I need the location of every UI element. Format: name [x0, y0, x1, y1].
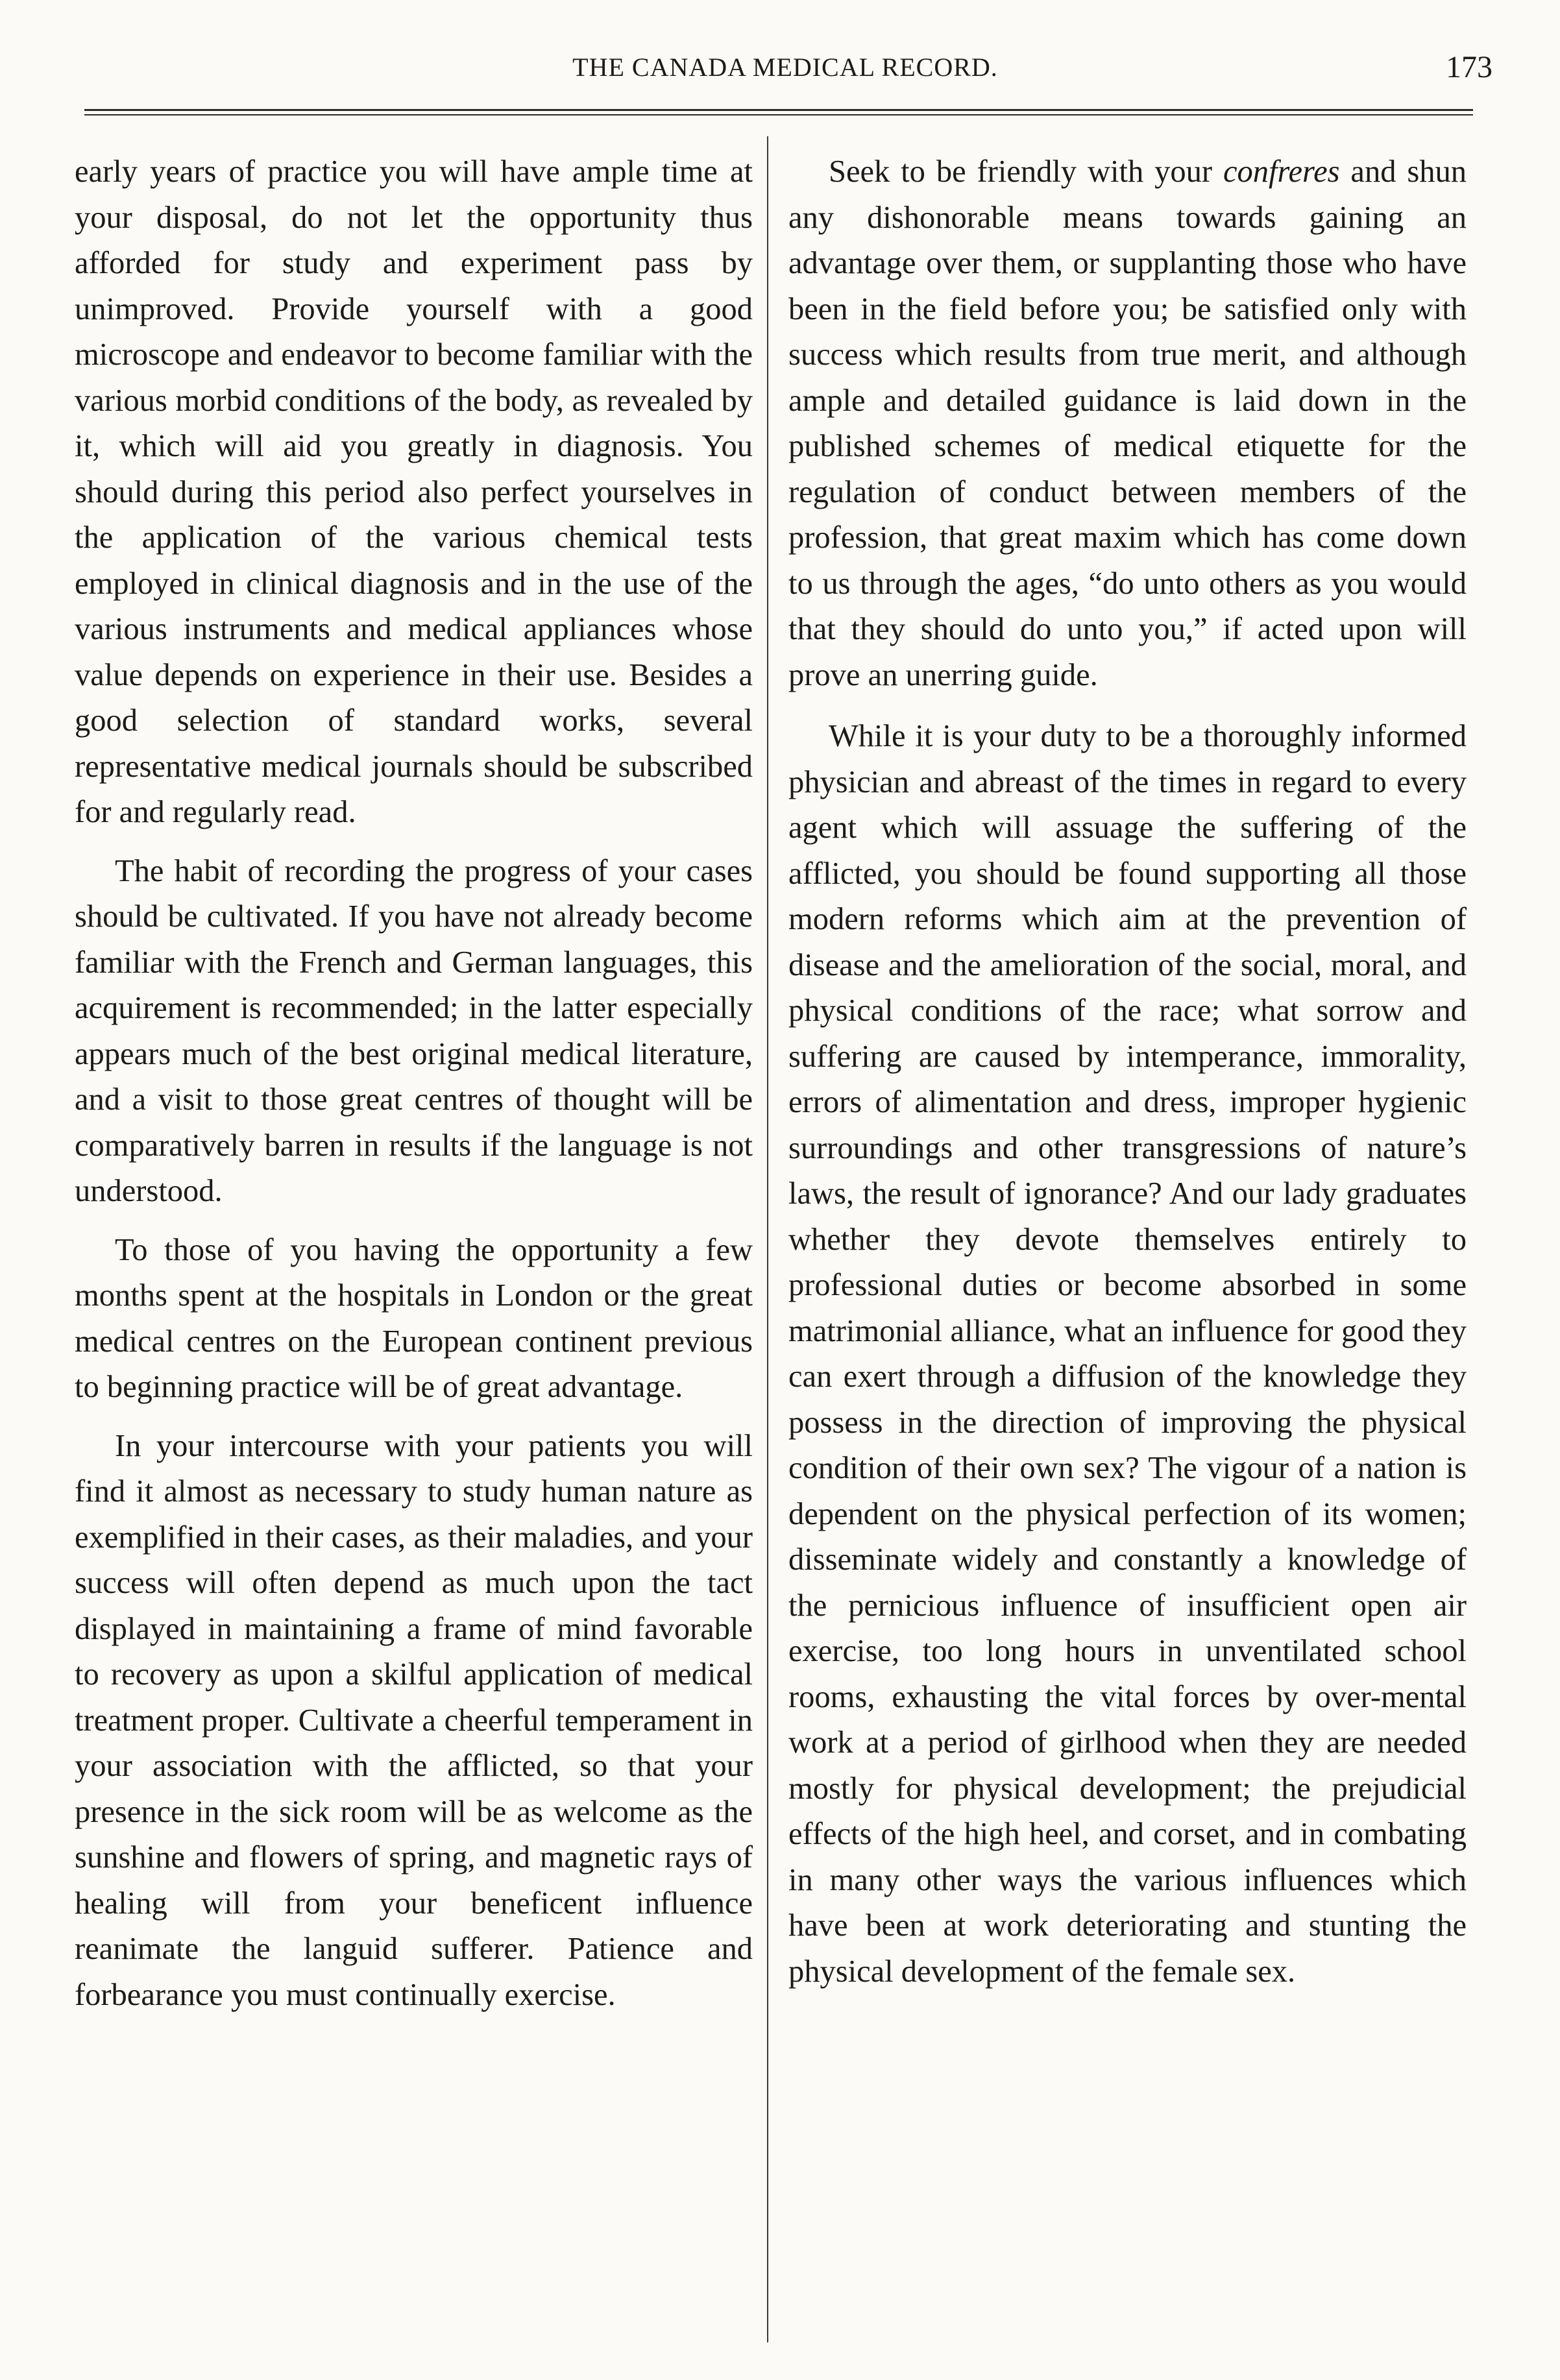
paragraph	[788, 149, 1467, 698]
paragraph: The habit of recording the progress of your cases should be cultivated. If you have not already become familiar with the French and German languages, this acquirement is recommended; in the latter especially appears much of the best original medical literature, and a visit to those great centres of thought will be comparatively barren in results if the language is not understood.	[75, 853, 753, 1208]
paragraph-text: and shun any dishonorable means towards gaining an advantage over them, or supplanting those who have been in the field before you; be satisfied only with success which results from true merit, and although ample and detailed guidance is laid down in the published schemes of medical etiquette for the regulation of conduct between members of the profession, that great maxim which has come down to us through the ages, “do unto others as you would that they should do unto you,” if acted upon will prove an unerring guide.	[788, 154, 1467, 692]
column-divider	[767, 136, 768, 2342]
header-rule-bottom	[84, 114, 1473, 115]
paragraph: While it is your duty to be a thoroughly informed physician and abreast of the times in regard to every agent which will assuage the suffering of the afflicted, you should be found supporting all those modern reforms which aim at the prevention of disease and the amelioration of the social, moral, and physical conditions of the race; what sorrow and suffering are caused by intemperance, immorality, errors of alimentation and dress, improper hygienic surroundings and other transgressions of nature’s laws, the result of ignorance? And our lady graduates whether they devote themselves entirely to professional duties or become absorbed in some matrimonial alliance, what an influence for good they can exert through a diffusion of the knowledge they possess in the direction of improving the physical condition of their own sex? The vigour of a nation is dependent on the physical perfection of its women; disseminate widely and constantly a knowledge of the pernicious influence of insufficient open air exercise, too long hours in unventilated school rooms, exhausting the vital forces by over-mental work at a period of girlhood when they are needed mostly for physical development; the prejudicial effects of the high heel, and corset, and in combating in many other ways the various influences which have been at work deteriorating and stunting the physical development of the female sex.	[788, 719, 1467, 1989]
running-header	[78, 52, 1493, 91]
left-column	[75, 149, 753, 2031]
journal-title: THE CANADA MEDICAL RECORD.	[572, 53, 998, 82]
right-column	[788, 149, 1467, 2008]
paragraph: To those of you having the opportunity a few months spent at the hospitals in London or the great medical centres on the European continent previous to beginning practice will be of great advantage.	[75, 1232, 753, 1404]
header-rule-top	[84, 109, 1473, 111]
paragraph: early years of practice you will have ample time at your disposal, do not let the opportunity thus afforded for study and experiment pass by unimproved. Provide yourself with a good microscope and endeavor to become familiar with the various morbid conditions of the body, as revealed by it, which will aid you greatly in diagnosis. You should during this period also perfect yourselves in the application of the various chemical tests employed in clinical diagnosis and in the use of the various instruments and medical appliances whose value depends on experience in their use. Besides a good selection of standard works, several representative medical journals should be subscribed for and regularly read.	[75, 154, 753, 829]
emphasis-text: confreres	[1223, 154, 1340, 189]
paragraph-text: Seek to be friendly with your	[829, 154, 1223, 189]
paragraph: In your intercourse with your patients you will find it almost as necessary to study human nature as exemplified in their cases, as their maladies, and your success will often depend as much upon the tact displayed in maintaining a frame of mind favorable to recovery as upon a skilful application of medical treatment proper. Cultivate a cheerful temperament in your association with the afflicted, so that your presence in the sick room will be as welcome as the sunshine and flowers of spring, and magnetic rays of healing will from your beneficent influence reanimate the languid sufferer. Patience and forbearance you must continually exercise.	[75, 1428, 753, 2012]
page-number: 173	[1446, 50, 1493, 84]
